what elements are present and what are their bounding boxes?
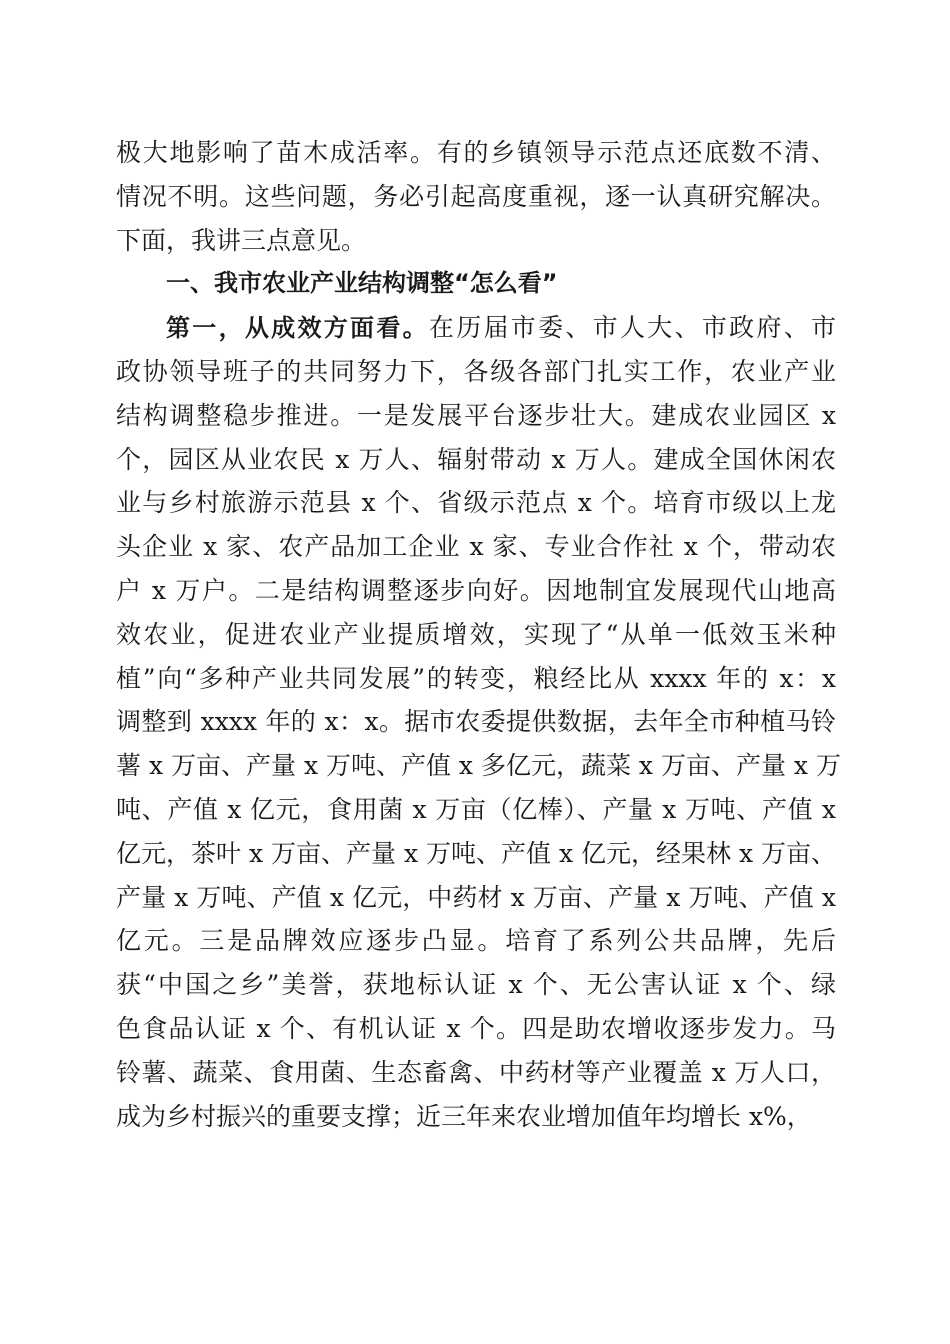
text-line: 吨、产值 x 亿元，食用菌 x 万亩（亿棒）、产量 x 万吨、产值 x [116,794,836,824]
text-line: 亿元。三是品牌效应逐步凸显。培育了系列公共品牌，先后 [116,926,836,956]
text-line: 下面，我讲三点意见。 [116,225,367,255]
text-line: 业与乡村旅游示范县 x 个、省级示范点 x 个。培育市级以上龙 [116,488,836,518]
text-line: 结构调整稳步推进。一是发展平台逐步壮大。建成农业园区 x [116,400,836,430]
text-line: 亿元，茶叶 x 万亩、产量 x 万吨、产值 x 亿元，经果林 x 万亩、 [116,838,836,868]
text-line: 效农业，促进农业产业提质增效，实现了“从单一低效玉米种 [116,619,836,649]
text-line: 头企业 x 家、农产品加工企业 x 家、专业合作社 x 个，带动农 [116,532,836,562]
text-line: 成为乡村振兴的重要支撑；近三年来农业增加值年均增长 x%， [116,1101,812,1131]
paragraph-first-line [116,306,836,350]
text-line: 个，园区从业农民 x 万人、辐射带动 x 万人。建成全国休闲农 [116,444,836,474]
text-line: 色食品认证 x 个、有机认证 x 个。四是助农增收逐步发力。马 [116,1013,836,1043]
text-line: 铃薯、蔬菜、食用菌、生态畜禽、中药材等产业覆盖 x 万人口， [116,1057,836,1087]
text-line: 极大地影响了苗木成活率。有的乡镇领导示范点还底数不清、 [116,138,836,167]
text-line: 植”向“多种产业共同发展”的转变，粮经比从 xxxx 年的 x：x [116,663,836,693]
text-line: 产量 x 万吨、产值 x 亿元，中药材 x 万亩、产量 x 万吨、产值 x [116,882,836,912]
section-heading: 一、我市农业产业结构调整“怎么看” [166,269,558,298]
text-line: 薯 x 万亩、产量 x 万吨、产值 x 多亿元，蔬菜 x 万亩、产量 x 万 [116,751,841,781]
body-text [116,131,841,1138]
text-line: 调整到 xxxx 年的 x：x。据市农委提供数据，去年全市种植马铃 [116,707,836,737]
paragraph-lead: 第一，从成效方面看。 [166,314,429,343]
text-line: 获“中国之乡”美誉，获地标认证 x 个、无公害认证 x 个、绿 [116,970,836,1000]
text-line: 户 x 万户。二是结构调整逐步向好。因地制宜发展现代山地高 [116,575,836,605]
text-line: 政协领导班子的共同努力下，各级各部门扎实工作，农业产业 [116,356,836,386]
text-line: 情况不明。这些问题，务必引起高度重视，逐一认真研究解决。 [116,181,836,211]
paragraph-first-line-text: 在历届市委、市人大、市政府、市 [428,313,836,343]
